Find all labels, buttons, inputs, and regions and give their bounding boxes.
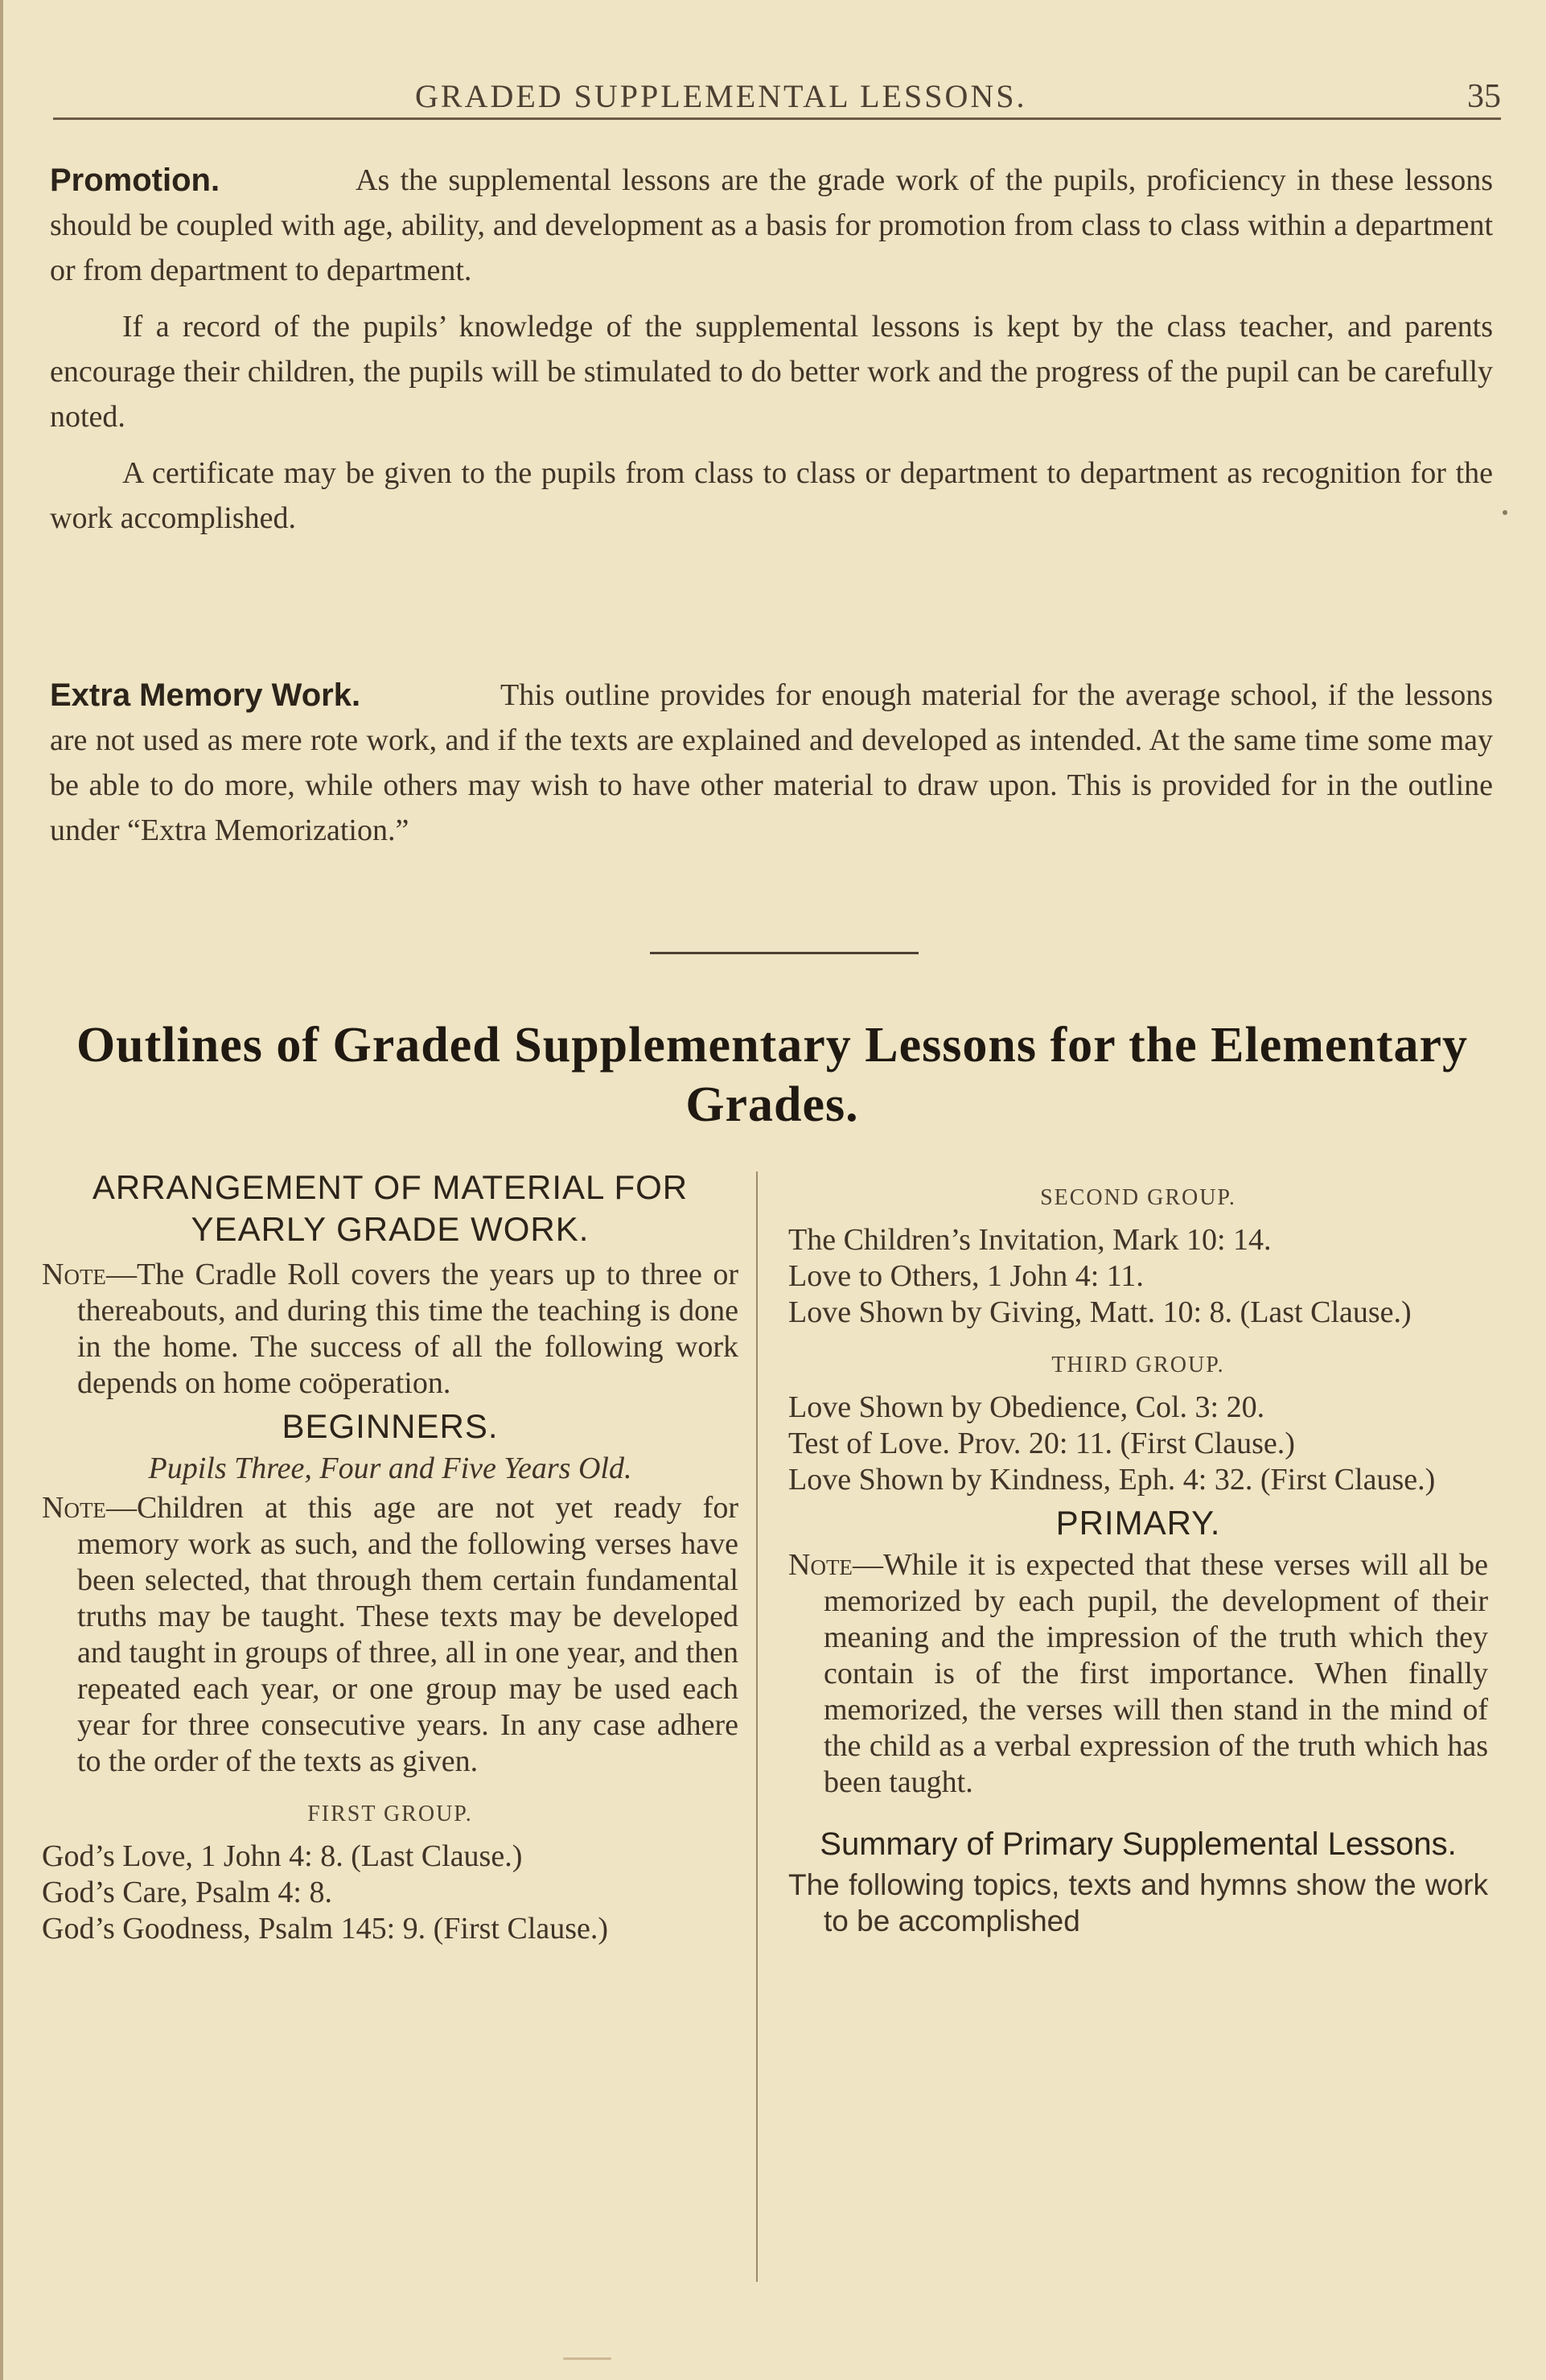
header-rule	[53, 117, 1501, 120]
primary-note-text: —While it is expected that these verses will all be memorized by each pupil, the development of their meaning and the impression of the truth which they contain is of the first importance. When finally memorized, the verses will then stand in the mind of the child as a verbal expression of the truth which has been taught.	[824, 1548, 1488, 1799]
section-divider	[650, 952, 919, 954]
cradle-roll-note	[42, 1257, 738, 1402]
beginners-note	[42, 1490, 738, 1780]
verse-item: Love Shown by Giving, Matt. 10: 8. (Last Clause.)	[788, 1295, 1412, 1329]
verse-item: The Children’s Invitation, Mark 10: 14.	[788, 1223, 1272, 1257]
page-number: 35	[1467, 78, 1501, 115]
verse-item: God’s Love, 1 John 4: 8. (Last Clause.)	[42, 1839, 523, 1873]
promotion-paragraph-3: A certificate may be given to the pupils from class to class or department to department as recognition for the work accomplished.	[50, 456, 1493, 535]
note-label: Note	[42, 1258, 106, 1291]
print-speck	[1503, 510, 1507, 515]
promotion-section	[50, 158, 1493, 541]
verse-item: Love Shown by Kindness, Eph. 4: 32. (First Clause.)	[788, 1463, 1436, 1497]
extra-memory-paragraph	[50, 673, 1493, 853]
cradle-roll-note-text: —The Cradle Roll covers the years up to three or thereabouts, and during this time the teaching is done in the home. The success of all the following work depends on home coöperation.	[77, 1258, 738, 1400]
primary-note	[788, 1547, 1488, 1801]
running-title: GRADED SUPPLEMENTAL LESSONS.	[415, 78, 1027, 114]
verse-item: God’s Goodness, Psalm 145: 9. (First Clause.)	[42, 1912, 609, 1946]
arrangement-heading: ARRANGEMENT OF MATERIAL FOR YEARLY GRADE WORK.	[92, 1168, 689, 1248]
verse-item: Love Shown by Obedience, Col. 3: 20.	[788, 1390, 1265, 1424]
page-header	[53, 77, 1501, 117]
extra-memory-section	[50, 673, 1493, 853]
verse-item: Love to Others, 1 John 4: 11.	[788, 1259, 1144, 1293]
right-column	[788, 1176, 1488, 1946]
second-group-heading: SECOND GROUP.	[1040, 1185, 1236, 1210]
summary-text: The following topics, texts and hymns show the work to be accomplished	[788, 1868, 1488, 1937]
primary-heading: PRIMARY.	[1055, 1504, 1221, 1542]
verse-item: God’s Care, Psalm 4: 8.	[42, 1876, 332, 1909]
extra-memory-text: This outline provides for enough material for the average school, if the lessons are not used as mere rote work, and if the texts are explained and developed as intended. At the same time some may be able to do more, while others may wish to have other material to draw upon. This is provided for in the outline under “Extra Memorization.”	[50, 678, 1493, 847]
verse-item: Test of Love. Prov. 20: 11. (First Clause.)	[788, 1427, 1295, 1460]
extra-memory-heading: Extra Memory Work.	[50, 677, 361, 713]
page-edge	[0, 0, 3, 2380]
beginners-heading: BEGINNERS.	[282, 1407, 499, 1445]
promotion-paragraph-2: If a record of the pupils’ knowledge of the supplemental lessons is kept by the class teacher, and parents encourage their children, the pupils will be stimulated to do better work and the progress of the pupil can be carefully noted.	[50, 310, 1493, 434]
left-column	[42, 1167, 738, 1947]
column-divider	[756, 1171, 758, 2282]
outlines-title: Outlines of Graded Supplementary Lessons for the Elementary Grades.	[76, 1018, 1469, 1132]
promotion-paragraph-1	[50, 158, 1493, 293]
promotion-paragraph-1-text: As the supplemental lessons are the grade work of the pupils, proficiency in these lessons should be coupled with age, ability, and development as a basis for promotion from class to class within a department or from department to department.	[50, 163, 1493, 287]
beginners-note-text: —Children at this age are not yet ready for memory work as such, and the following verses have been selected, that through them certain fundamental truths may be taught. These texts may be developed and taught in groups of three, all in one year, and then repeated each year, or one group may be used each year for three consecutive years. In any case adhere to the order of the texts as given.	[77, 1491, 738, 1778]
note-label: Note	[788, 1548, 853, 1582]
first-group-heading: FIRST GROUP.	[307, 1801, 473, 1826]
third-group-heading: THIRD GROUP.	[1051, 1353, 1225, 1377]
note-label: Note	[42, 1491, 106, 1525]
beginners-subtitle: Pupils Three, Four and Five Years Old.	[148, 1451, 632, 1485]
print-speck	[563, 2357, 611, 2360]
summary-heading: Summary of Primary Supplemental Lessons.	[820, 1826, 1457, 1862]
promotion-heading: Promotion.	[50, 163, 220, 198]
